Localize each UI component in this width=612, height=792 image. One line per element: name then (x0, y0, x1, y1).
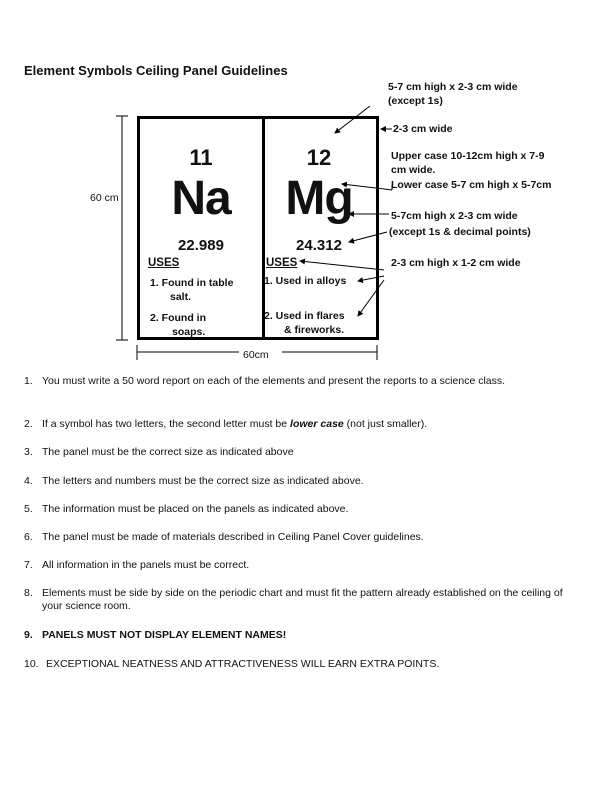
annotation-mass-size-except: (except 1s & decimal points) (389, 226, 531, 238)
width-label: 60cm (243, 349, 269, 361)
use-item: 1. Found in table (150, 277, 234, 289)
annotation-number-size: 5-7 cm high x 2-3 cm wide (388, 81, 518, 93)
annotation-number-size-except: (except 1s) (388, 95, 443, 107)
uses-heading: USES (148, 257, 180, 269)
annotation-upper-case: Upper case 10-12cm high x 7-9 (391, 150, 545, 162)
use-item: 2. Used in flares (264, 310, 345, 322)
atomic-number: 11 (189, 145, 213, 170)
annotation-lower-case: Lower case 5-7 cm high x 5-7cm (391, 179, 552, 191)
element-symbol: Na (171, 172, 231, 225)
atomic-number: 12 (306, 145, 332, 170)
uses-heading: USES (266, 257, 298, 269)
use-item: 2. Found in (150, 312, 206, 324)
annotation-mass-size: 5-7cm high x 2-3 cm wide (391, 210, 518, 222)
height-label: 60 cm (90, 192, 119, 204)
annotation-uses-size: 2-3 cm high x 1-2 cm wide (391, 257, 521, 269)
annotation-upper-case-cont: cm wide. (391, 164, 436, 176)
use-item: salt. (170, 291, 192, 303)
use-item: soaps. (172, 326, 206, 338)
use-item: & fireworks. (284, 324, 345, 336)
atomic-mass: 22.989 (178, 237, 224, 254)
atomic-mass: 24.312 (296, 237, 342, 254)
use-item: 1. Used in alloys (264, 275, 347, 287)
annotation-border-width: 2-3 cm wide (393, 123, 453, 135)
page-title: Element Symbols Ceiling Panel Guidelines (24, 63, 288, 78)
element-symbol: Mg (285, 172, 353, 225)
